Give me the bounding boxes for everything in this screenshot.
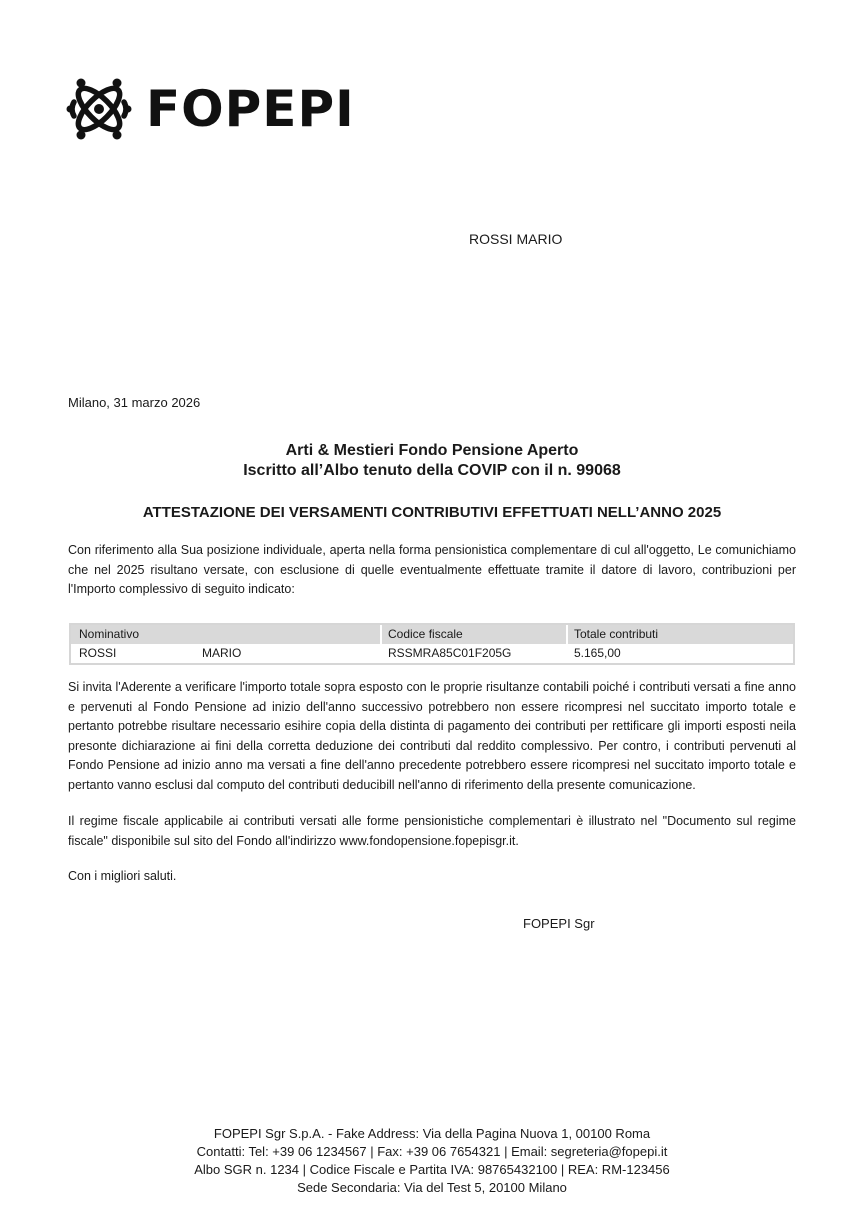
cell-tax-code: RSSMRA85C01F205G xyxy=(388,646,512,660)
column-divider xyxy=(380,625,382,644)
fopepi-atom-logo-icon xyxy=(64,72,134,146)
brand-name: FOPEPI xyxy=(146,80,355,138)
date-line: Milano, 31 marzo 2026 xyxy=(68,395,201,410)
cell-total: 5.165,00 xyxy=(574,646,621,660)
footer-secondary-office: Sede Secondaria: Via del Test 5, 20100 Milano xyxy=(297,1180,567,1195)
fund-name: Arti & Mestieri Fondo Pensione Aperto xyxy=(285,442,579,459)
contributions-table xyxy=(69,623,795,665)
header-total: Totale contributi xyxy=(574,627,659,641)
signature: FOPEPI Sgr xyxy=(523,916,595,931)
brand-logo xyxy=(64,70,355,148)
header-name: Nominativo xyxy=(79,627,140,641)
cell-first-name: MARIO xyxy=(202,646,242,660)
table-header-row xyxy=(71,625,793,644)
footer-address: FOPEPI Sgr S.p.A. - Fake Address: Via della Pagina Nuova 1, 00100 Roma xyxy=(213,1126,651,1141)
tax-regime-paragraph: Il regime fiscale applicabile ai contributi versati alle forme pensionistiche complementari è illustrato nel "Documento sul regime fiscale" disponibile sul sito del Fondo all'indirizzo www.fondopensione.fopepisgr.it. xyxy=(68,814,796,848)
document-heading: ATTESTAZIONE DEI VERSAMENTI CONTRIBUTIVI EFFETTUATI NELL’ANNO 2025 xyxy=(142,504,722,521)
closing-greeting: Con i migliori saluti. xyxy=(68,869,177,883)
fund-registration: Iscritto all’Albo tenuto della COVIP con il n. 99068 xyxy=(243,462,621,479)
intro-paragraph: Con riferimento alla Sua posizione individuale, aperta nella forma pensionistica complementare di cul all'oggetto, Le comunichiamo che nel 2025 risultano versate, con esclusione di quelle eventualmente effettuate tramite il datore di lavoro, contribuzioni per l'Importo complessivo di seguito indicato: xyxy=(68,543,796,597)
table-row xyxy=(71,644,793,663)
cell-surname: ROSSI xyxy=(79,646,117,660)
footer-registration: Albo SGR n. 1234 | Codice Fiscale e Partita IVA: 98765432100 | REA: RM-123456 xyxy=(194,1162,670,1177)
column-divider xyxy=(566,625,568,644)
header-tax-code: Codice fiscale xyxy=(388,627,463,641)
footer-contacts: Contatti: Tel: +39 06 1234567 | Fax: +39 06 7654321 | Email: segreteria@fopepi.it xyxy=(196,1144,668,1159)
page-footer xyxy=(0,1125,864,1197)
recipient-name: ROSSI MARIO xyxy=(469,231,563,247)
verification-paragraph: Si invita l'Aderente a verificare l'importo totale sopra esposto con le proprie risultanze contabili poiché i contributi versati a fine anno e pervenuti al Fondo Pensione ad inizio dell'anno successivo potrebbero non essere ricompresi nel succitato importo totale e pertanto potrebbe risultare necessario esihire copia della distinta di pagamento dei contributi per rettificare gli importi esposti neila presonte dichiarazione ai fini della corretta deduzione dei contributi dal reddito complessivo. Per contro, i contributi pervenuti al Fondo Pensione ad inizio anno ma versati a fine dell'anno precedente potrebbero essere ricompresi nel succitato importo totale e pertanto vanno esclusi dal computo del contributi deducibill nell'anno di riferimento della presente comunicazione. xyxy=(68,680,796,792)
